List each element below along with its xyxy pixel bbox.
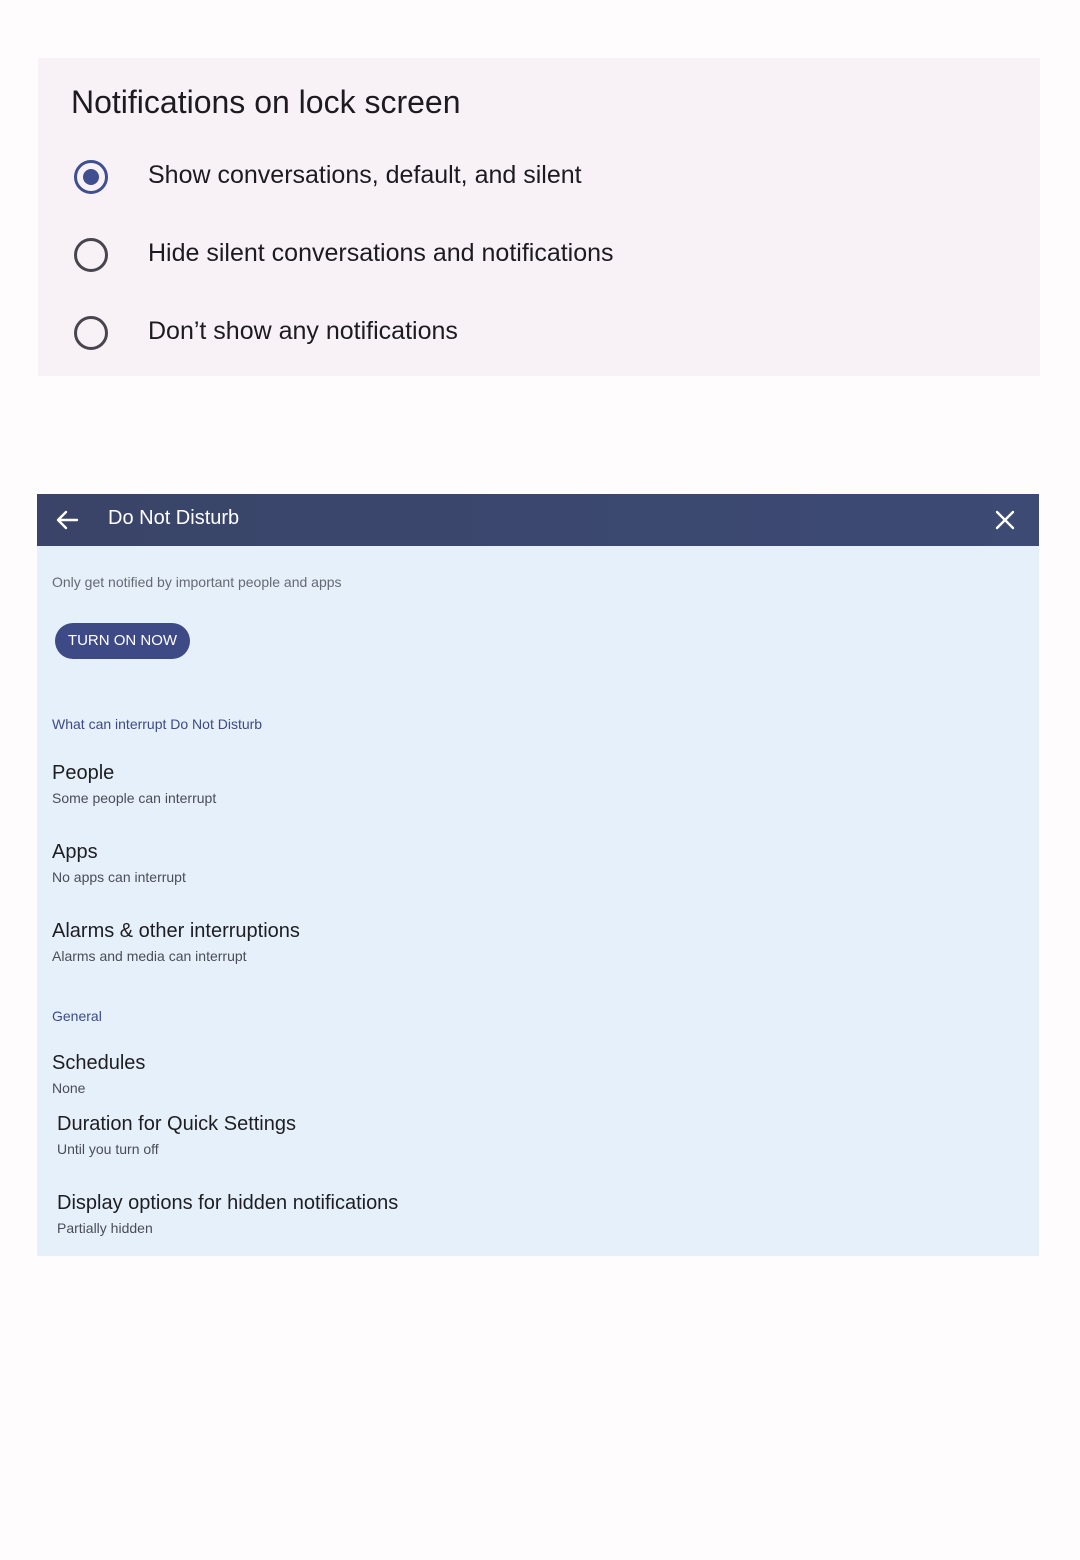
setting-title: Alarms & other interruptions bbox=[52, 920, 300, 942]
setting-summary: Partially hidden bbox=[57, 1220, 153, 1236]
setting-duration-quick-settings[interactable] bbox=[37, 1113, 1039, 1173]
setting-summary: Alarms and media can interrupt bbox=[52, 948, 247, 964]
lock-screen-title: Notifications on lock screen bbox=[71, 84, 461, 120]
dnd-description: Only get notified by important people and apps bbox=[52, 574, 342, 590]
radio-selected-icon[interactable] bbox=[74, 160, 108, 194]
setting-apps[interactable] bbox=[37, 841, 1039, 901]
setting-title: Display options for hidden notifications bbox=[57, 1192, 399, 1214]
radio-option-label: Don’t show any notifications bbox=[148, 317, 458, 345]
arrow-back-icon[interactable] bbox=[51, 504, 83, 536]
dnd-title: Do Not Disturb bbox=[108, 507, 240, 529]
setting-title: People bbox=[52, 762, 115, 784]
setting-summary: None bbox=[52, 1080, 86, 1096]
lock-screen-notifications-card bbox=[38, 58, 1040, 376]
section-header-general: General bbox=[52, 1008, 102, 1024]
radio-unselected-icon[interactable] bbox=[74, 238, 108, 272]
setting-title: Apps bbox=[52, 841, 98, 863]
turn-on-now-button[interactable]: TURN ON NOW bbox=[55, 623, 190, 659]
setting-summary: No apps can interrupt bbox=[52, 869, 186, 885]
section-header-interruptions: What can interrupt Do Not Disturb bbox=[52, 716, 263, 732]
close-icon[interactable] bbox=[989, 504, 1021, 536]
radio-option-show-all[interactable] bbox=[38, 141, 1040, 211]
radio-option-dont-show[interactable] bbox=[38, 297, 1040, 367]
setting-summary: Until you turn off bbox=[57, 1141, 159, 1157]
setting-summary: Some people can interrupt bbox=[52, 790, 217, 806]
radio-option-hide-silent[interactable] bbox=[38, 219, 1040, 289]
setting-people[interactable] bbox=[37, 762, 1039, 822]
do-not-disturb-panel bbox=[37, 494, 1039, 1256]
setting-alarms[interactable] bbox=[37, 920, 1039, 980]
radio-unselected-icon[interactable] bbox=[74, 316, 108, 350]
setting-schedules[interactable] bbox=[37, 1052, 1039, 1112]
setting-title: Duration for Quick Settings bbox=[57, 1113, 296, 1135]
setting-title: Schedules bbox=[52, 1052, 146, 1074]
radio-option-label: Show conversations, default, and silent bbox=[148, 161, 582, 189]
radio-option-label: Hide silent conversations and notifications bbox=[148, 239, 614, 267]
setting-display-options-hidden-notifications[interactable] bbox=[37, 1192, 1039, 1252]
dnd-header-bar bbox=[37, 494, 1039, 546]
